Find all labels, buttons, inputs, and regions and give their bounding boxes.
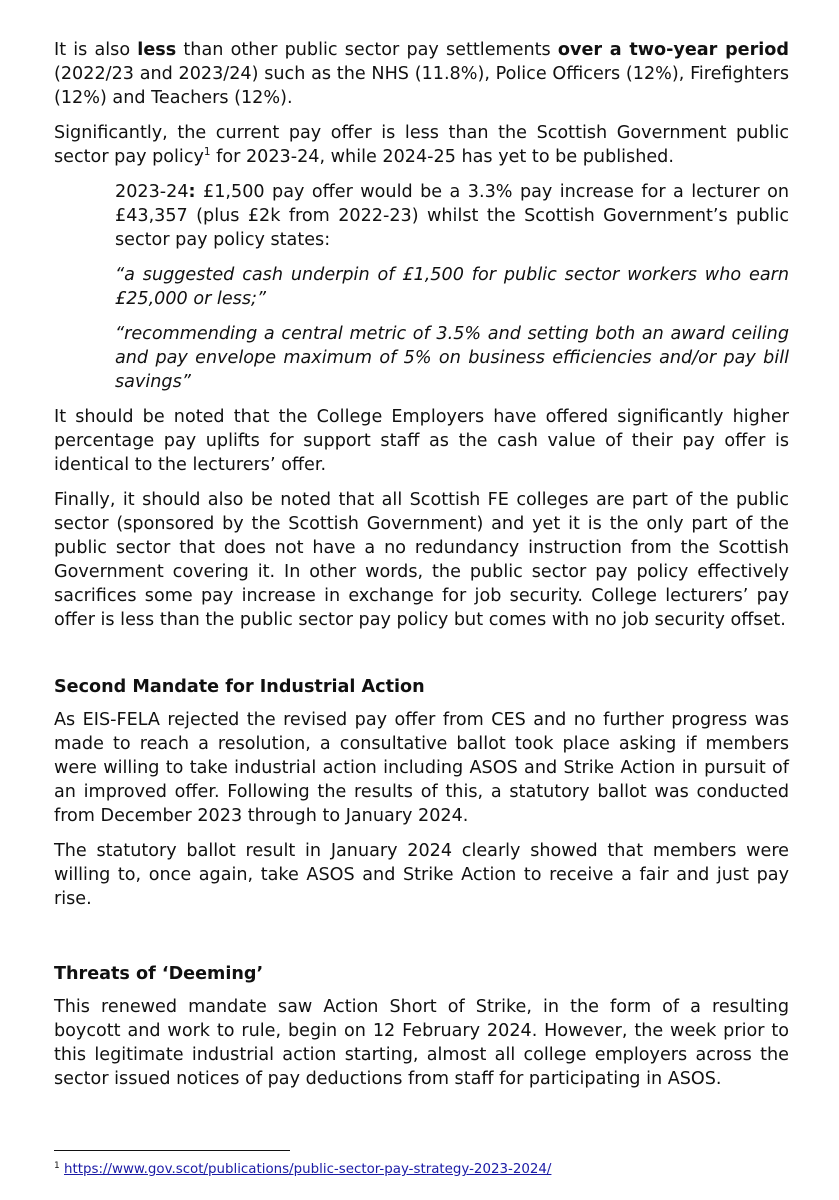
bold-less: less <box>137 40 177 60</box>
bold-two-year-period: over a two-year period <box>557 40 789 60</box>
quote-central-metric: “recommending a central metric of 3.5% and setting both an award ceiling and pay envelope maximum of 5% on business efficiencies and/or pay bill savings” <box>115 324 789 392</box>
footnote-marker: 1 <box>54 1161 60 1171</box>
paragraph-renewed-mandate: This renewed mandate saw Action Short of Strike, in the form of a resulting boycott and work to rule, begin on 12 February 2024. However, the week prior to this legitimate industrial action starting, almost all college employers across the sector issued notices of pay deductions from staff for participating in ASOS. <box>54 997 789 1089</box>
document-body <box>54 38 789 1102</box>
paragraph-pay-comparison: It is also less than other public sector pay settlements over a two-year period (2022/23 and 2023/24) such as the NHS (11.8%), Police Officers (12%), Firefighters (12%) and Teachers (12%). <box>54 40 789 108</box>
spacer <box>54 922 789 962</box>
quote-cash-underpin: “a suggested cash underpin of £1,500 for public sector workers who earn £25,000 or less;” <box>115 265 789 309</box>
paragraph-support-staff: It should be noted that the College Employers have offered significantly higher percentage pay uplifts for support staff as the cash value of their pay offer is identical to the lecturers’ offer. <box>54 407 789 475</box>
footnote-divider <box>54 1150 290 1151</box>
paragraph-ballot: As EIS-FELA rejected the revised pay offer from CES and no further progress was made to reach a resolution, a consultative ballot took place asking if members were willing to take industrial action including ASOS and Strike Action in pursuit of an improved offer. Following the results of this, a statutory ballot was conducted from December 2023 through to January 2024. <box>54 710 789 826</box>
paragraph-pay-policy: Significantly, the current pay offer is less than the Scottish Government public sector pay policy$^1$ for 2023-24, while 2024-25 has yet to be published. <box>54 123 789 167</box>
paragraph-ballot-result: The statutory ballot result in January 2024 clearly showed that members were willing to, once again, take ASOS and Strike Action to receive a fair and just pay rise. <box>54 841 789 909</box>
heading-second-mandate: Second Mandate for Industrial Action <box>54 677 425 697</box>
footnote-reference[interactable]: 1 <box>203 146 211 158</box>
spacer <box>54 643 789 675</box>
indented-offer-paragraph: 2023-24: £1,500 pay offer would be a 3.3% pay increase for a lecturer on £43,357 (plus £2k from 2022-23) whilst the Scottish Government’s public sector pay policy states: <box>115 182 789 250</box>
heading-threats-deeming: Threats of ‘Deeming’ <box>54 964 264 984</box>
footnote-link[interactable]: https://www.gov.scot/publications/public-sector-pay-strategy-2023-2024/ <box>64 1162 552 1177</box>
paragraph-public-sector: Finally, it should also be noted that all Scottish FE colleges are part of the public sector (sponsored by the Scottish Government) and yet it is the only part of the public sector that does not have a no redundancy instruction from the Scottish Government covering it. In other words, the public sector pay policy effectively sacrifices some pay increase in exchange for job security. College lecturers’ pay offer is less than the public sector pay policy but comes with no job security offset. <box>54 490 789 630</box>
footnote <box>54 1161 551 1179</box>
